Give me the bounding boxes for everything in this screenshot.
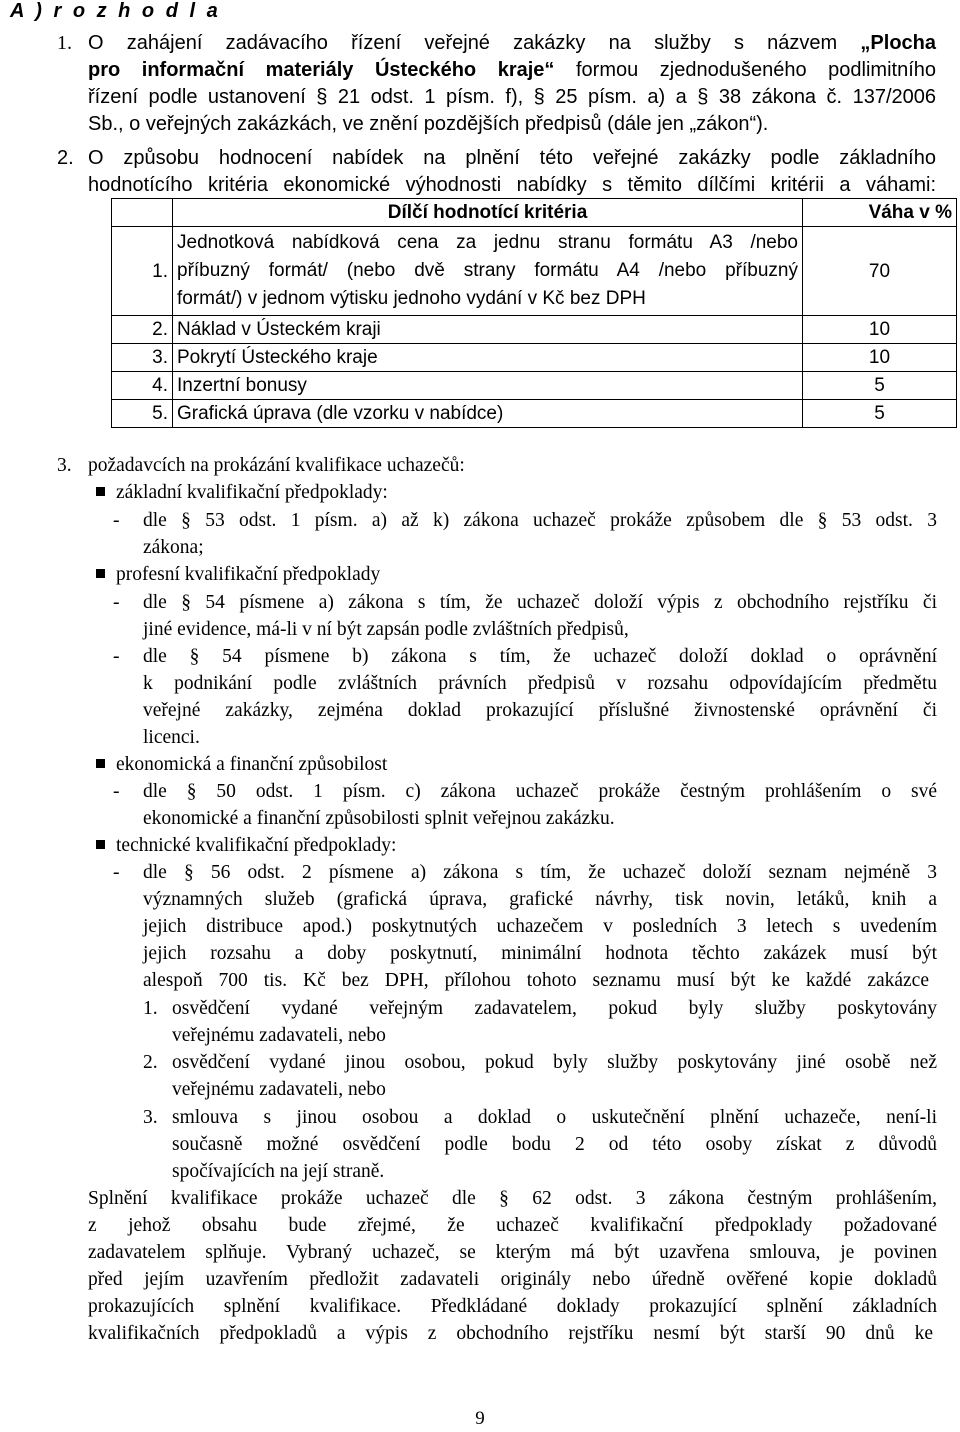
final-line-1: Splnění kvalifikace prokáže uchazeč dle § 62 odst. 3 zákona čestným prohlášením, — [88, 1188, 937, 1209]
p1-line-2a: pro informační materiály Ústeckého kraje“ — [88, 59, 555, 81]
bullet-icon — [96, 487, 105, 496]
page-number: 9 — [475, 1408, 485, 1429]
bullet-icon — [96, 759, 105, 768]
table-header-weight: Váha v % — [803, 199, 957, 227]
bullet-professional: profesní kvalifikační předpoklady — [116, 564, 381, 585]
table-row-weight: 70 — [803, 227, 957, 316]
dash-icon: - — [113, 862, 120, 883]
p1-line-1a: O zahájení zadávacího řízení veřejné zakázky na služby s názvem — [88, 32, 861, 54]
bullet-economic: ekonomická a finanční způsobilost — [116, 754, 388, 775]
table-row — [112, 316, 957, 344]
table-header-criteria: Dílčí hodnotící kritéria — [173, 199, 803, 227]
tech-line-4: jejich rozsahu a doby poskytnutí, minimální hodnota těchto zakázek musí být — [143, 943, 937, 964]
final-line-2: z jehož obsahu bude zřejmé, že uchazeč kvalifikační předpoklady požadované — [88, 1215, 937, 1236]
basic-line-2: zákona; — [143, 537, 204, 558]
prof-a-line-2: jiné evidence, má-li v ní být zapsán podle zvláštních předpisů, — [143, 619, 629, 640]
table-row-num: 2. — [112, 316, 173, 344]
econ-line-2: ekonomické a finanční způsobilosti splnit veřejnou zakázku. — [143, 808, 615, 829]
table-row — [112, 344, 957, 372]
p1-line-1 — [88, 30, 936, 57]
table-row-criterion: Inzertní bonusy — [173, 372, 803, 400]
section-heading: A ) r o z h o d l a — [10, 0, 221, 22]
table-row-criterion: Grafická úprava (dle vzorku v nabídce) — [173, 400, 803, 428]
final-line-4: před jejím uzavřením předložit zadavateli originály nebo úředně ověřené kopie dokladů — [88, 1269, 937, 1290]
tech-item-1-line-2: veřejnému zadavateli, nebo — [172, 1025, 386, 1046]
tech-item-1-number: 1. — [143, 998, 158, 1019]
tech-item-3-line-1: smlouva s jinou osobou a doklad o uskutečnění plnění uchazeče, není-li — [172, 1107, 937, 1128]
p1-line-3: řízení podle ustanovení § 21 odst. 1 písm. f), § 25 písm. a) a § 38 zákona č. 137/2006 — [88, 86, 936, 108]
bullet-icon — [96, 840, 105, 849]
final-line-6: kvalifikačních předpokladů a výpis z obchodního rejstříku nesmí být starší 90 dnů ke — [88, 1323, 933, 1344]
dash-icon: - — [113, 781, 120, 802]
prof-b-line-2: k podnikání podle zvláštních právních předpisů v rozsahu odpovídajícím předmětu — [143, 673, 937, 694]
tech-line-3: jejich distribuce apod.) poskytnutých uchazečem v posledních 3 letech s uvedením — [143, 916, 937, 937]
bullet-icon — [96, 569, 105, 578]
prof-b-line-4: licenci. — [143, 727, 200, 748]
tech-line-5: alespoň 700 tis. Kč bez DPH, přílohou tohoto seznamu musí být ke každé zakázce — [143, 970, 929, 991]
bullet-technical: technické kvalifikační předpoklady: — [116, 835, 397, 856]
tech-item-3-line-3: spočívajících na její straně. — [172, 1161, 385, 1182]
tech-line-2: významných služeb (grafická úprava, grafické návrhy, tisk novin, letáků, knih a — [143, 889, 937, 910]
tech-item-1-line-1: osvědčení vydané veřejným zadavatelem, pokud byly služby poskytovány — [172, 998, 937, 1019]
table-row-weight: 5 — [803, 400, 957, 428]
tech-item-3-line-2: současně možné osvědčení podle bodu 2 od této osoby získat z důvodů — [172, 1134, 937, 1155]
p1-number: 1. — [57, 32, 72, 54]
econ-line-1: dle § 50 odst. 1 písm. c) zákona uchazeč prokáže čestným prohlášením o své — [143, 781, 937, 802]
table-row-weight: 10 — [803, 316, 957, 344]
table-row-weight: 10 — [803, 344, 957, 372]
dash-icon: - — [113, 510, 120, 531]
table-header-num — [112, 199, 173, 227]
tech-item-2-number: 2. — [143, 1052, 158, 1073]
table-row-criterion: Pokrytí Ústeckého kraje — [173, 344, 803, 372]
table-row-num: 5. — [112, 400, 173, 428]
p1-line-2b: formou zjednodušeného podlimitního — [554, 59, 937, 81]
table-row — [112, 372, 957, 400]
table-header-row — [112, 199, 957, 227]
criteria-table — [111, 198, 957, 428]
p1-line-1b: „Plocha — [860, 32, 936, 54]
final-line-3: zadavatelem splňuje. Vybraný uchazeč, se kterým má být uzavřena smlouva, je povinen — [88, 1242, 937, 1263]
table-row-num: 1. — [112, 227, 173, 316]
p3-intro: požadavcích na prokázání kvalifikace uchazečů: — [88, 455, 465, 476]
tech-line-1: dle § 56 odst. 2 písmene a) zákona s tím, že uchazeč doloží seznam nejméně 3 — [143, 862, 937, 883]
prof-b-line-3: veřejné zakázky, zejména doklad prokazující příslušné živnostenské oprávnění či — [143, 700, 937, 721]
tech-item-2-line-1: osvědčení vydané jinou osobou, pokud byly služby poskytovány jiné osobě než — [172, 1052, 937, 1073]
basic-line-1: dle § 53 odst. 1 písm. a) až k) zákona uchazeč prokáže způsobem dle § 53 odst. 3 — [143, 510, 937, 531]
table-row — [112, 400, 957, 428]
prof-b-line-1: dle § 54 písmene b) zákona s tím, že uchazeč doloží doklad o oprávnění — [143, 646, 937, 667]
bullet-basic: základní kvalifikační předpoklady: — [116, 482, 388, 503]
p1-line-2 — [88, 57, 936, 84]
p3-number: 3. — [57, 455, 72, 476]
table-row-weight: 5 — [803, 372, 957, 400]
table-row-criterion — [173, 227, 803, 316]
p2-line-1: O způsobu hodnocení nabídek na plnění této veřejné zakázky podle základního — [88, 147, 936, 169]
tech-item-2-line-2: veřejnému zadavateli, nebo — [172, 1079, 386, 1100]
dash-icon: - — [113, 646, 120, 667]
p2-number: 2. — [57, 147, 74, 169]
table-row-num: 4. — [112, 372, 173, 400]
p1-line-4: Sb., o veřejných zakázkách, ve znění pozdějších předpisů (dále jen „zákon“). — [88, 113, 769, 135]
p2-line-2: hodnotícího kritéria ekonomické výhodnosti nabídky s těmito dílčími kritérii a váhami: — [88, 174, 936, 196]
table-row-num: 3. — [112, 344, 173, 372]
table-row-criterion: Náklad v Ústeckém kraji — [173, 316, 803, 344]
table-row-criterion-line: formát/) v jednom výtisku jednoho vydání v Kč bez DPH — [177, 288, 646, 309]
tech-item-3-number: 3. — [143, 1107, 158, 1128]
final-line-5: prokazujících splnění kvalifikace. Předkládané doklady prokazující splnění základních — [88, 1296, 937, 1317]
table-row-criterion-line: Jednotková nabídková cena za jednu stranu formátu A3 /nebo — [177, 232, 798, 253]
dash-icon: - — [113, 592, 120, 613]
table-row-criterion-line: příbuzný formát/ (nebo dvě strany formátu A4 /nebo příbuzný — [177, 260, 798, 281]
prof-a-line-1: dle § 54 písmene a) zákona s tím, že uchazeč doloží výpis z obchodního rejstříku či — [143, 592, 937, 613]
table-row — [112, 227, 957, 316]
